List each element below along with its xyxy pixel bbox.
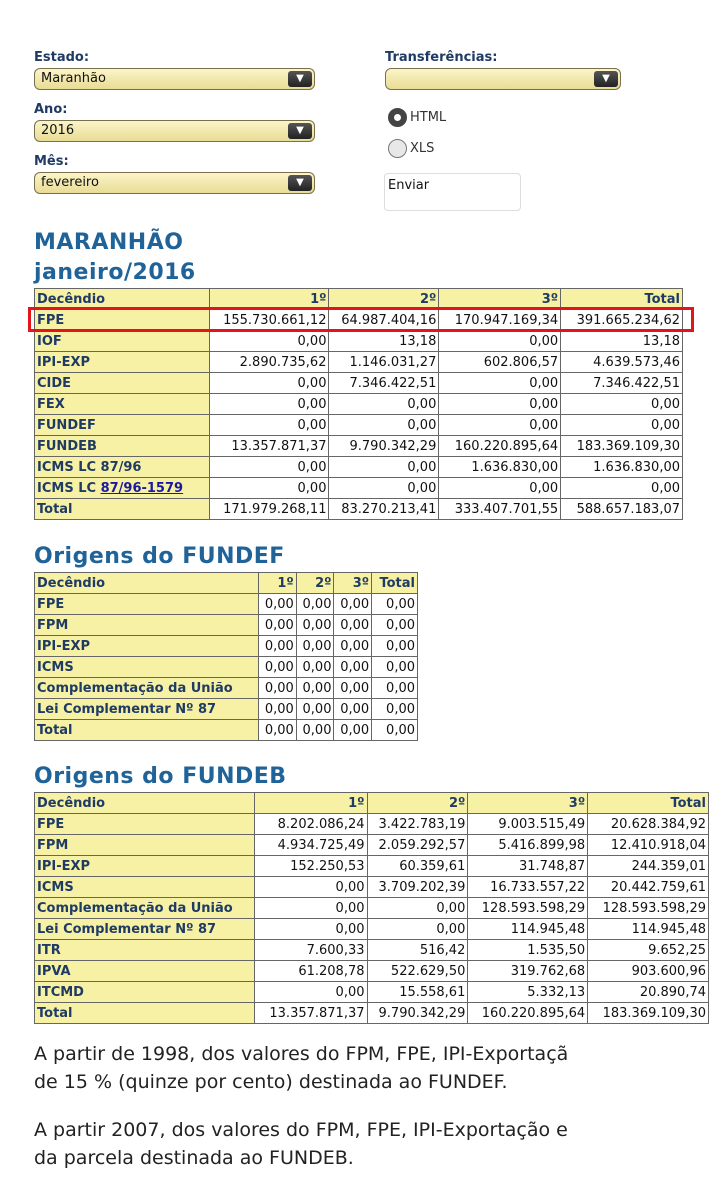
cell: 0,00 xyxy=(259,636,297,657)
format-html-label: HTML xyxy=(410,110,447,125)
cell: 0,00 xyxy=(296,657,334,678)
cell: 0,00 xyxy=(254,982,367,1003)
enviar-button[interactable]: Enviar xyxy=(384,173,521,211)
format-xls-radio[interactable] xyxy=(388,139,407,158)
cell: 0,00 xyxy=(259,720,297,741)
cell: 83.270.213,41 xyxy=(329,499,439,520)
cell: 0,00 xyxy=(329,457,439,478)
cell: 0,00 xyxy=(296,678,334,699)
estado-value: Maranhão xyxy=(41,71,106,86)
cell: 588.657.183,07 xyxy=(561,499,683,520)
cell: 0,00 xyxy=(296,594,334,615)
row-label: FPM xyxy=(35,615,259,636)
fundeb-title: Origens do FUNDEB xyxy=(34,764,287,789)
cell: 0,00 xyxy=(334,636,372,657)
table-row xyxy=(35,436,683,457)
cell: 0,00 xyxy=(254,919,367,940)
row-label: Total xyxy=(35,720,259,741)
header-cell: 3º xyxy=(334,573,372,594)
cell: 128.593.598,29 xyxy=(588,898,709,919)
cell: 64.987.404,16 xyxy=(329,310,439,331)
table-row xyxy=(35,615,418,636)
table-row xyxy=(35,1003,709,1024)
cell: 183.369.109,30 xyxy=(561,436,683,457)
cell: 114.945,48 xyxy=(588,919,709,940)
cell: 183.369.109,30 xyxy=(588,1003,709,1024)
cell: 0,00 xyxy=(439,478,561,499)
row-label: FPM xyxy=(35,835,255,856)
cell: 0,00 xyxy=(439,373,561,394)
table-row xyxy=(35,982,709,1003)
table-row xyxy=(35,720,418,741)
cell: 2.890.735,62 xyxy=(209,352,329,373)
cell: 0,00 xyxy=(296,699,334,720)
cell: 0,00 xyxy=(561,394,683,415)
row-label: ICMS LC 87/96 xyxy=(35,457,210,478)
cell: 0,00 xyxy=(329,415,439,436)
cell: 0,00 xyxy=(334,699,372,720)
row-label: ICMS xyxy=(35,877,255,898)
cell: 20.890,74 xyxy=(588,982,709,1003)
row-label: ITR xyxy=(35,940,255,961)
cell: 1.535,50 xyxy=(468,940,588,961)
header-cell: Total xyxy=(588,793,709,814)
cell: 0,00 xyxy=(439,331,561,352)
state-title: MARANHÃO xyxy=(34,230,184,255)
header-cell: 2º xyxy=(367,793,468,814)
cell: 20.628.384,92 xyxy=(588,814,709,835)
estado-label: Estado: xyxy=(34,50,90,65)
header-cell: 1º xyxy=(259,573,297,594)
cell: 3.422.783,19 xyxy=(367,814,468,835)
row-label: ICMS xyxy=(35,657,259,678)
note-line: A partir 2007, dos valores do FPM, FPE, IPI-Exportação e xyxy=(34,1119,568,1141)
cell: 61.208,78 xyxy=(254,961,367,982)
cell: 0,00 xyxy=(296,636,334,657)
cell: 0,00 xyxy=(334,678,372,699)
cell: 60.359,61 xyxy=(367,856,468,877)
fundef-table xyxy=(34,572,418,741)
cell: 9.003.515,49 xyxy=(468,814,588,835)
cell: 244.359,01 xyxy=(588,856,709,877)
cell: 15.558,61 xyxy=(367,982,468,1003)
table-header-row xyxy=(35,793,709,814)
cell: 7.600,33 xyxy=(254,940,367,961)
cell: 0,00 xyxy=(209,478,329,499)
cell: 1.146.031,27 xyxy=(329,352,439,373)
table-row xyxy=(35,457,683,478)
table-row xyxy=(35,499,683,520)
mes-select[interactable] xyxy=(34,172,315,194)
cell: 16.733.557,22 xyxy=(468,877,588,898)
cell: 13.357.871,37 xyxy=(209,436,329,457)
cell: 4.934.725,49 xyxy=(254,835,367,856)
cell: 1.636.830,00 xyxy=(561,457,683,478)
cell: 0,00 xyxy=(367,919,468,940)
row-label: Complementação da União xyxy=(35,678,259,699)
cell: 0,00 xyxy=(259,615,297,636)
cell: 522.629,50 xyxy=(367,961,468,982)
table-row xyxy=(35,856,709,877)
estado-select[interactable] xyxy=(34,68,315,90)
cell: 0,00 xyxy=(259,657,297,678)
note-line: A partir de 1998, dos valores do FPM, FPE, IPI-Exportaçã xyxy=(34,1043,569,1065)
row-label: FPE xyxy=(35,310,210,331)
cell: 13,18 xyxy=(329,331,439,352)
cell: 0,00 xyxy=(334,657,372,678)
note-paragraph-1 xyxy=(34,1040,719,1096)
cell: 7.346.422,51 xyxy=(329,373,439,394)
cell: 9.652,25 xyxy=(588,940,709,961)
cell: 31.748,87 xyxy=(468,856,588,877)
cell: 114.945,48 xyxy=(468,919,588,940)
cell: 0,00 xyxy=(296,615,334,636)
format-html-radio[interactable] xyxy=(388,108,407,127)
fundef-title: Origens do FUNDEF xyxy=(34,544,285,569)
cell: 0,00 xyxy=(367,898,468,919)
cell: 1.636.830,00 xyxy=(439,457,561,478)
table-row xyxy=(35,699,418,720)
header-cell: 3º xyxy=(439,289,561,310)
row-label-prefix: ICMS LC xyxy=(37,480,101,496)
cell: 0,00 xyxy=(254,898,367,919)
table-row xyxy=(35,594,418,615)
cell: 0,00 xyxy=(561,415,683,436)
header-cell: 1º xyxy=(254,793,367,814)
cell: 0,00 xyxy=(372,615,418,636)
cell: 0,00 xyxy=(329,394,439,415)
header-cell: 1º xyxy=(209,289,329,310)
cell: 128.593.598,29 xyxy=(468,898,588,919)
cell: 5.416.899,98 xyxy=(468,835,588,856)
row-label: IOF xyxy=(35,331,210,352)
cell: 3.709.202,39 xyxy=(367,877,468,898)
header-cell: 3º xyxy=(468,793,588,814)
cell: 903.600,96 xyxy=(588,961,709,982)
format-xls-label: XLS xyxy=(410,141,435,156)
cell: 13,18 xyxy=(561,331,683,352)
cell: 319.762,68 xyxy=(468,961,588,982)
row-label: Lei Complementar Nº 87 xyxy=(35,919,255,940)
table-row xyxy=(35,636,418,657)
chevron-down-icon: ▼ xyxy=(288,71,312,87)
cell: 0,00 xyxy=(209,373,329,394)
cell: 20.442.759,61 xyxy=(588,877,709,898)
cell: 8.202.086,24 xyxy=(254,814,367,835)
row-label: FUNDEB xyxy=(35,436,210,457)
cell: 0,00 xyxy=(254,877,367,898)
table-row xyxy=(35,331,683,352)
cell: 171.979.268,11 xyxy=(209,499,329,520)
cell: 0,00 xyxy=(372,678,418,699)
cell: 13.357.871,37 xyxy=(254,1003,367,1024)
cell: 0,00 xyxy=(334,594,372,615)
cell: 0,00 xyxy=(209,331,329,352)
row-label: CIDE xyxy=(35,373,210,394)
ano-value: 2016 xyxy=(41,123,75,138)
table-row xyxy=(35,478,683,499)
cell: 0,00 xyxy=(334,720,372,741)
cell: 0,00 xyxy=(372,699,418,720)
cell: 0,00 xyxy=(209,415,329,436)
cell: 12.410.918,04 xyxy=(588,835,709,856)
cell: 155.730.661,12 xyxy=(209,310,329,331)
header-cell: Total xyxy=(372,573,418,594)
note-line: de 15 % (quinze por cento) destinada ao FUNDEF. xyxy=(34,1071,508,1093)
cell: 0,00 xyxy=(259,594,297,615)
cell: 170.947.169,34 xyxy=(439,310,561,331)
cell: 0,00 xyxy=(372,636,418,657)
cell: 0,00 xyxy=(259,678,297,699)
cell: 0,00 xyxy=(372,657,418,678)
row-label: Total xyxy=(35,1003,255,1024)
row-label xyxy=(35,478,210,499)
ano-select[interactable] xyxy=(34,120,315,142)
cell: 0,00 xyxy=(209,394,329,415)
table-row xyxy=(35,415,683,436)
cell: 0,00 xyxy=(334,615,372,636)
table-row xyxy=(35,394,683,415)
row-label: ITCMD xyxy=(35,982,255,1003)
cell: 9.790.342,29 xyxy=(367,1003,468,1024)
header-cell: 2º xyxy=(296,573,334,594)
row-label: IPI-EXP xyxy=(35,352,210,373)
table-row xyxy=(35,657,418,678)
cell: 0,00 xyxy=(209,457,329,478)
row-label: Complementação da União xyxy=(35,898,255,919)
cell: 0,00 xyxy=(372,594,418,615)
header-cell: 2º xyxy=(329,289,439,310)
row-label: FUNDEF xyxy=(35,415,210,436)
cell: 9.790.342,29 xyxy=(329,436,439,457)
cell: 516,42 xyxy=(367,940,468,961)
cell: 0,00 xyxy=(372,720,418,741)
row-label: Total xyxy=(35,499,210,520)
note-line: da parcela destinada ao FUNDEB. xyxy=(34,1147,354,1169)
row-label: IPI-EXP xyxy=(35,856,255,877)
table-row xyxy=(35,961,709,982)
cell: 152.250,53 xyxy=(254,856,367,877)
period-title: janeiro/2016 xyxy=(34,260,196,285)
cell: 160.220.895,64 xyxy=(468,1003,588,1024)
table-header-row xyxy=(35,573,418,594)
chevron-down-icon: ▼ xyxy=(594,71,618,87)
table-row xyxy=(35,940,709,961)
cell: 0,00 xyxy=(296,720,334,741)
cell: 333.407.701,55 xyxy=(439,499,561,520)
cell: 602.806,57 xyxy=(439,352,561,373)
table-row xyxy=(35,919,709,940)
fpe-row-highlight xyxy=(28,307,694,332)
header-cell: Decêndio xyxy=(35,793,255,814)
table-row xyxy=(35,373,683,394)
cell: 7.346.422,51 xyxy=(561,373,683,394)
mes-value: fevereiro xyxy=(41,175,99,190)
row-label: FPE xyxy=(35,814,255,835)
cell: 0,00 xyxy=(561,478,683,499)
table-row xyxy=(35,877,709,898)
transferencias-label: Transferências: xyxy=(385,50,498,65)
table-row xyxy=(35,678,418,699)
table-row xyxy=(35,814,709,835)
row-label: IPVA xyxy=(35,961,255,982)
cell: 0,00 xyxy=(259,699,297,720)
cell: 391.665.234,62 xyxy=(561,310,683,331)
transferencias-select[interactable] xyxy=(385,68,621,90)
cell: 2.059.292,57 xyxy=(367,835,468,856)
table-row xyxy=(35,898,709,919)
cell: 0,00 xyxy=(439,394,561,415)
cell: 4.639.573,46 xyxy=(561,352,683,373)
cell: 0,00 xyxy=(439,415,561,436)
cell: 160.220.895,64 xyxy=(439,436,561,457)
icms-lc-87-96-1579-link[interactable]: 87/96-1579 xyxy=(100,480,184,496)
table-row xyxy=(35,835,709,856)
table-row xyxy=(35,352,683,373)
header-cell: Decêndio xyxy=(35,289,210,310)
row-label: Lei Complementar Nº 87 xyxy=(35,699,259,720)
ano-label: Ano: xyxy=(34,102,68,117)
row-label: FEX xyxy=(35,394,210,415)
header-cell: Total xyxy=(561,289,683,310)
cell: 0,00 xyxy=(329,478,439,499)
chevron-down-icon: ▼ xyxy=(288,123,312,139)
note-paragraph-2 xyxy=(34,1116,719,1172)
row-label: FPE xyxy=(35,594,259,615)
mes-label: Mês: xyxy=(34,154,69,169)
header-cell: Decêndio xyxy=(35,573,259,594)
chevron-down-icon: ▼ xyxy=(288,175,312,191)
row-label: IPI-EXP xyxy=(35,636,259,657)
fundeb-table xyxy=(34,792,709,1024)
cell: 5.332,13 xyxy=(468,982,588,1003)
